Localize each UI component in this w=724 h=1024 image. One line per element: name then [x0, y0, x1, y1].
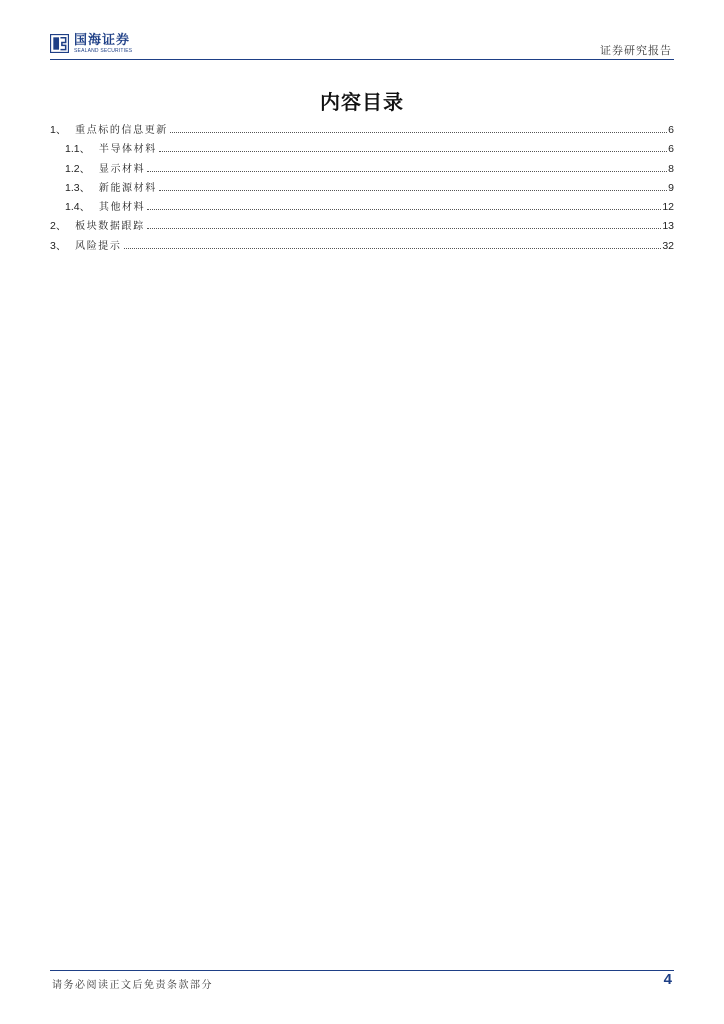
- toc-dot-leader: [170, 132, 667, 133]
- toc-entry-page: 8: [668, 162, 674, 175]
- toc-entry-number: 1.4、: [65, 201, 99, 214]
- toc-entry-page: 6: [668, 143, 674, 156]
- toc-entry[interactable]: [50, 179, 674, 198]
- company-logo: [50, 34, 132, 55]
- toc-entry-page: 6: [668, 124, 674, 136]
- toc-entry-page: 12: [662, 201, 674, 214]
- toc-dot-leader: [124, 248, 662, 249]
- header-divider: [50, 59, 674, 60]
- toc-dot-leader: [147, 228, 662, 229]
- toc-entry[interactable]: [50, 198, 674, 217]
- toc-entry[interactable]: [50, 160, 674, 179]
- footer-disclaimer: 请务必阅读正文后免责条款部分: [52, 980, 213, 991]
- toc-entry-number: 1.3、: [65, 181, 99, 194]
- toc-entry-page: 13: [662, 220, 674, 233]
- toc-entry-page: 9: [668, 181, 674, 194]
- toc-entry-page: 32: [662, 239, 674, 252]
- toc-entry-label: 风险提示: [75, 240, 122, 252]
- report-type-label: 证券研究报告: [600, 44, 672, 57]
- toc-dot-leader: [159, 190, 667, 191]
- toc-dot-leader: [159, 151, 667, 152]
- logo-chinese-name: 国海证券: [74, 33, 131, 48]
- page-header: [50, 32, 674, 60]
- page-number: 4: [663, 971, 672, 988]
- toc-entry-label: 其他材料: [98, 202, 146, 214]
- toc-entry-label: 显示材料: [98, 163, 146, 175]
- toc-entry-number: 3、: [50, 239, 76, 252]
- toc-entry-label: 新能源材料: [98, 182, 157, 194]
- table-of-contents: [50, 121, 674, 256]
- toc-entry[interactable]: [50, 121, 674, 140]
- toc-entry-number: 2、: [50, 220, 76, 233]
- toc-dot-leader: [147, 209, 661, 210]
- toc-entry[interactable]: [50, 217, 674, 236]
- toc-entry-number: 1、: [50, 124, 76, 136]
- toc-entry[interactable]: [50, 140, 674, 159]
- toc-entry-label: 重点标的信息更新: [75, 125, 168, 136]
- toc-entry-number: 1.1、: [65, 143, 99, 156]
- logo-english-name: SEALAND SECURITIES: [74, 48, 133, 54]
- footer-divider: [50, 970, 674, 971]
- toc-title: 内容目录: [320, 90, 404, 114]
- toc-entry[interactable]: [50, 237, 674, 256]
- toc-entry-number: 1.2、: [65, 162, 99, 175]
- sealand-logo-icon: [50, 34, 69, 53]
- toc-entry-label: 板块数据跟踪: [75, 221, 145, 233]
- toc-entry-label: 半导体材料: [98, 144, 157, 156]
- toc-dot-leader: [147, 171, 667, 172]
